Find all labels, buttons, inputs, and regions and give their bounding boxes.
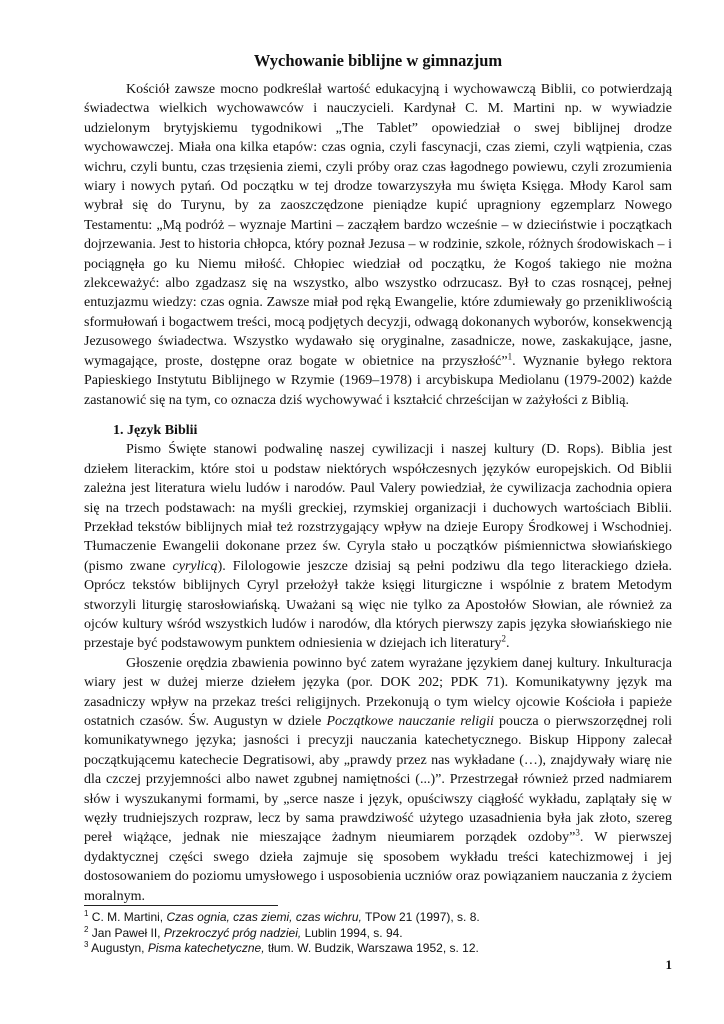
paragraph-text: Pismo Święte stanowi podwalinę naszej cywilizacji i naszej kultury (D. Rops). Biblia jest dziełem literackim, które stoi u podstaw niektórych współczesnych języków europejskich. Od Biblii zależna jest literatura wielu ludów i narodów. Paul Valery powiedział, że cywilizacja zachodnia opiera się na trzech podstawach: na myśli greckiej, rzymskiej organizacji i duchowych wartościach Biblii. Przekład tekstów biblijnych miał też rozstrzygający wpływ na dzieje Europy Środkowej i Wschodniej. Tłumaczenie Ewangelii dokonane przez św. Cyryla stało u początków piśmiennictwa słowiańskiego (pismo zwane [84,442,672,574]
paragraph-intro-text-after: . Wyznanie byłego rektora Papieskiego Instytutu Biblijnego w Rzymie (1969–1978) i arcybiskupa Mediolanu (1979-2002) każde zastanowić się na tym, co oznacza dziś wychowywać i kształcić chrześcijan w zażyłości z Biblią. [84,353,672,408]
main-content [84,50,672,906]
footnote-2 [84,926,672,942]
footnote-number: 2 [84,924,89,934]
footnote-number: 3 [84,940,89,950]
footnote-author: Augustyn, [91,941,148,956]
paragraph-text: poucza o pierwszorzędnej roli komunikatywnego języka; jasności i precyzji nauczania katechetycznego. Biskup Hippony zalecał początkującemu katechecie Degratisowi, aby „prawdy przez nas wykładane (…), znajdywały wiarę nie dla czczej przyjemności albo nawet zgubnej namiętności (...)”. Przestrzegał również przed nadmiarem słów i wyszukanymi formami, by „serce nasze i język, opuściwszy ciągłość wykładu, zaplątały się w węzły trudniejszych rozpraw, lecz by sama prawdziwość użytego uzasadnienia była jak złoto, szereg pereł wiążące, jednak nie mieszające żadnym nieumiarem porządek ozdoby” [84,714,672,846]
footnote-ref-3[interactable]: 3 [575,827,580,838]
paragraph-proclamation [84,654,672,906]
footnotes [84,910,672,957]
italic-term: cyrylicą [172,558,218,574]
footnote-ref-2[interactable]: 2 [501,633,507,644]
paragraph-text: . W pierwszej dydaktycznej części swego dzieła zajmuje się sposobem wykładu treści katechizmowej i jej dostosowaniem do poziomu umysłowego i usposobienia uczniów oraz powiązaniem nauczania z życiem moralnym. [84,830,672,904]
italic-title: Początkowe nauczanie religii [326,714,494,729]
footnote-1 [84,910,672,926]
footnote-author: C. M. Martini, [91,910,167,924]
paragraph-text: . [506,636,510,652]
paragraph-intro [84,80,672,410]
section-heading: 1. Język Biblii [113,422,198,438]
paragraph-intro-text: Kościół zawsze mocno podkreślał wartość edukacyjną i wychowawczą Biblii, co potwierdzają świadectwa wielkich wychowawców i nauczycieli. Kardynał C. M. Martini np. w wywiadzie udzielonym brytyjskiemu tygodnikowi „The Tablet” opowiedział o swej biblijnej drodze wychowawczej. Miała ona kilka etapów: czas ognia, czyli fascynacji, czas ziemi, czyli wątpienia, czas wichru, czyli buntu, czas trzęsienia ziemi, czyli próby oraz czas łagodnego powiewu, czyli zrozumienia wiary i nowych pytań. Od początku w tej drodze towarzyszyła mu święta Księga. Młody Karol sam wybrał się do Turynu, by za zaoszczędzone pieniądze kupić upragniony egzemplarz Nowego Testamentu: „Mą podróż – wyznaje Martini – zacząłem bardzo wcześnie – w dzieciństwie i początkach dojrzewania. Jest to historia chłopca, który poznał Jezusa – w rodzinie, szkole, różnych środowiskach – i pociągnęła go ku Niemu miłość. Chłopiec wiedział od początku, że Kogoś takiego nie można zlekceważyć: albo zgadzasz się na wszystko, albo wszystko odrzucasz. Był to czas rosnącej, pełnej entuzjazmu wiedzy: czas ognia. Zawsze miał pod ręką Ewangelie, które zdumiewały go przenikliwością sformułowań i bogactwem treści, mocą podjętych decyzji, odwagą dokonanych wyborów, konsekwencją Jezusowego świadectwa. Wszystko wydawało się oryginalne, zasadnicze, nowe, zaskakujące, jasne, wymagające, proste, dostępne oraz bogate w obietnice na przyszłość” [84,82,672,369]
footnote-title: Przekroczyć próg nadziei, [163,925,302,940]
paragraph-bible-language [84,440,672,653]
document-title: Wychowanie biblijne w gimnazjum [253,51,503,70]
footnote-source: Lublin 1994, s. 94. [301,925,403,940]
footnote-3 [84,941,672,957]
footnote-author: Jan Paweł II, [91,925,164,940]
footnote-source: tłum. W. Budzik, Warszawa 1952, s. 12. [264,941,479,956]
footnote-source: TPow 21 (1997), s. 8. [361,910,480,924]
footnote-title: Czas ognia, czas ziemi, czas wichru, [166,910,362,924]
footnote-divider [84,905,278,906]
paragraph-text: Głoszenie orędzia zbawienia powinno być zatem wyrażane językiem danej kultury. Inkulturacja wiary jest w dużej mierze dziełem języka (por. DOK 202; PDK 71). Komunikatywny język ma zasadniczy wpływ na przekaz treści religijnych. Przekonują o tym wielcy ojcowie Kościoła i papieże ostatnich czasów. Św. Augustyn w dziele [84,655,672,729]
footnote-number: 1 [84,909,89,918]
footnote-ref-1[interactable]: 1 [507,351,513,362]
footnote-title: Pisma katechetyczne, [147,941,265,956]
paragraph-text: ). Filologowie jeszcze dzisiaj są pełni podziwu dla tego literackiego dzieła. Oprócz tekstów biblijnych Cyryl przełożył także księgi liturgiczne i wspólnie z bratem Metodym stworzyli liturgię starosłowiańską. Uważani są więc nie tylko za Apostołów Słowian, ale również za ojców kultury wśród wszystkich ludów i narodów, dla których pierwszy zapis języka słowiańskiego nie przestaje być podstawowym punktem odniesienia w dziejach ich literatury [84,558,672,652]
page-number: 1 [665,957,672,972]
